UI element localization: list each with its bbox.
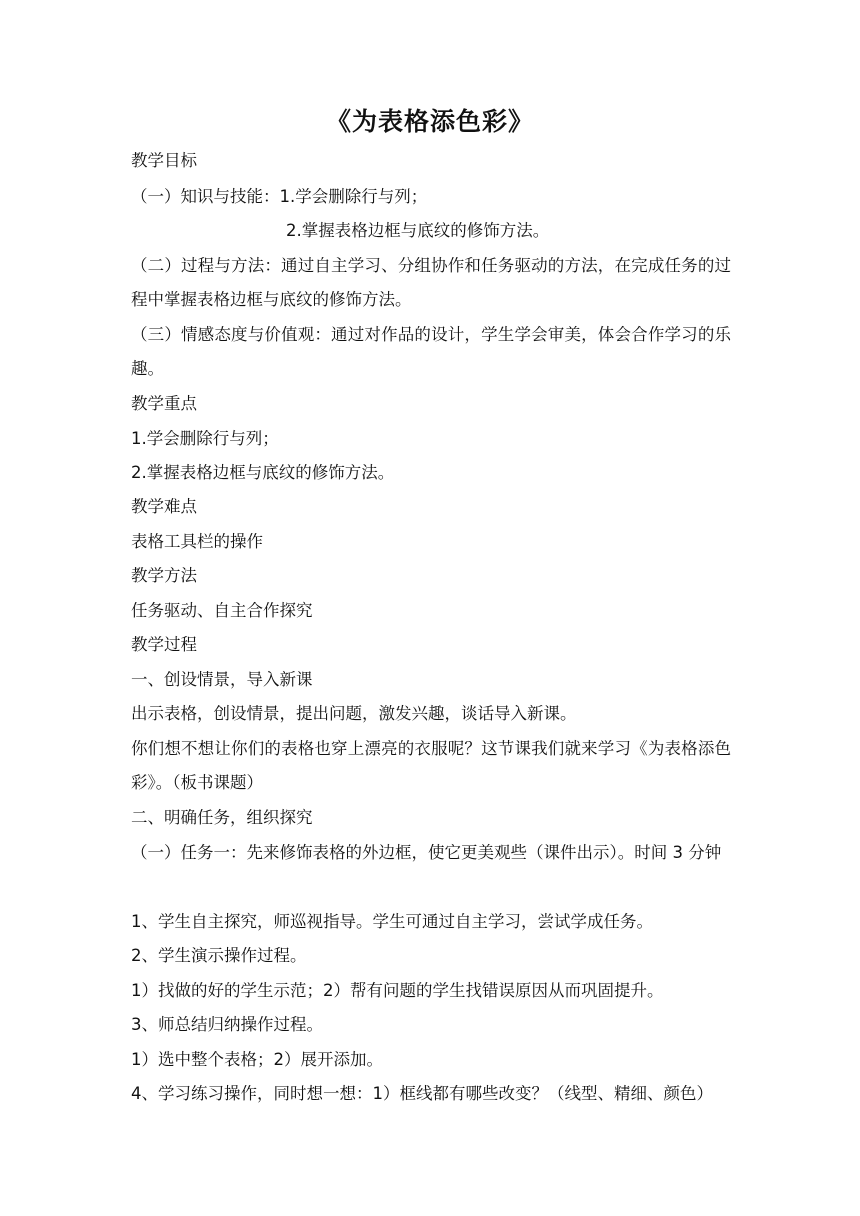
section-1-text: 出示表格，创设情景，提出问题，激发兴趣，谈话导入新课。 bbox=[131, 704, 577, 723]
document-title: 《为表格添色彩》 bbox=[325, 107, 534, 136]
step-4: 4、学习练习操作，同时想一想：1）框线都有哪些改变？（线型、精细、颜色） bbox=[131, 1084, 713, 1103]
task-1-text: （一）任务一：先来修饰表格的外边框，使它更美观些（课件出示）。时间 3 分钟 bbox=[131, 843, 722, 862]
heading-teaching-process: 教学过程 bbox=[131, 635, 197, 654]
objective-process-method: （二）过程与方法：通过自主学习、分组协作和任务驱动的方法，在完成任务的过程中掌握表格边框与底纹的修饰方法。 bbox=[131, 256, 731, 309]
step-3-detail: 1）选中整个表格；2）展开添加。 bbox=[131, 1050, 383, 1069]
key-point-1: 1.学会删除行与列； bbox=[131, 429, 279, 448]
heading-teaching-method: 教学方法 bbox=[131, 566, 197, 585]
heading-difficulties: 教学难点 bbox=[131, 497, 197, 516]
section-1-question: 你们想不想让你们的表格也穿上漂亮的衣服呢？这节课我们就来学习《为表格添色彩》。（板书课题） bbox=[131, 739, 731, 792]
step-1: 1、学生自主探究，师巡视指导。学生可通过自主学习，尝试学成任务。 bbox=[131, 912, 653, 931]
heading-teaching-objectives: 教学目标 bbox=[131, 151, 197, 170]
objective-knowledge-skills-2: 2.掌握表格边框与底纹的修饰方法。 bbox=[286, 221, 550, 240]
teaching-method-text: 任务驱动、自主合作探究 bbox=[131, 601, 313, 620]
step-2-detail: 1）找做的好的学生示范；2）帮有问题的学生找错误原因从而巩固提升。 bbox=[131, 981, 664, 1000]
step-3: 3、师总结归纳操作过程。 bbox=[131, 1015, 323, 1034]
section-2-heading: 二、明确任务，组织探究 bbox=[131, 808, 313, 827]
objective-emotion-values: （三）情感态度与价值观：通过对作品的设计，学生学会审美，体会合作学习的乐趣。 bbox=[131, 325, 731, 378]
objective-knowledge-skills: （一）知识与技能：1.学会删除行与列； bbox=[131, 187, 428, 206]
section-1-heading: 一、创设情景，导入新课 bbox=[131, 670, 313, 689]
difficulty-text: 表格工具栏的操作 bbox=[131, 532, 263, 551]
key-point-2: 2.掌握表格边框与底纹的修饰方法。 bbox=[131, 463, 395, 482]
step-2: 2、学生演示操作过程。 bbox=[131, 946, 307, 965]
heading-key-points: 教学重点 bbox=[131, 394, 197, 413]
